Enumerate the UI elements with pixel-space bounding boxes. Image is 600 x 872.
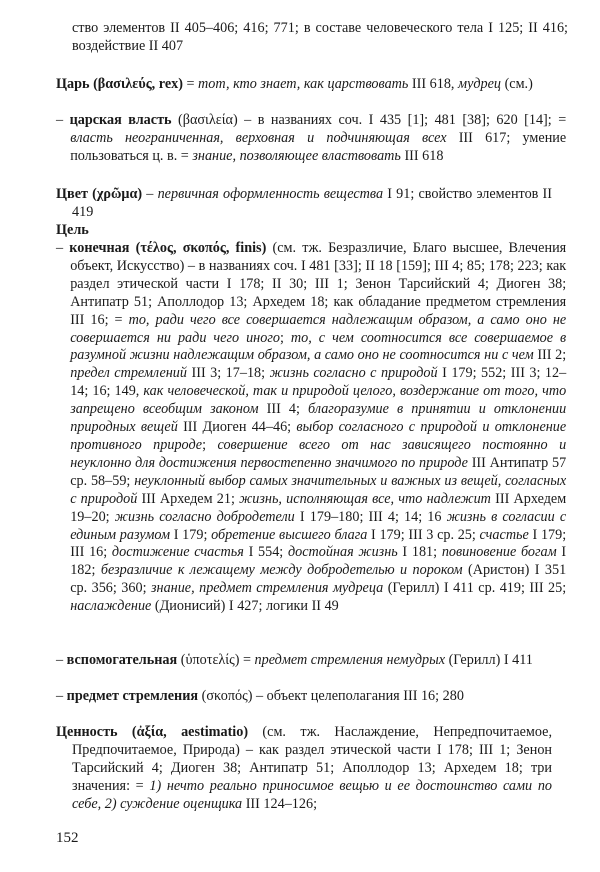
entry-text bbox=[56, 112, 567, 166]
italic-definition: жизнь в согласии с единым разумом bbox=[70, 508, 567, 543]
entry-text-segment: III 618, bbox=[408, 76, 459, 92]
italic-definition: как человеческой, так и природой целого, воздержание от того, что запрещено всеобщим законом bbox=[70, 383, 567, 418]
italic-definition: то, ради чего все совершается надлежащим образом, а само оно не совершается ни ради чего иного bbox=[70, 311, 567, 346]
entry-text bbox=[72, 20, 568, 56]
entry-text-segment: ; bbox=[279, 329, 291, 346]
entry-text bbox=[56, 186, 553, 222]
entry-tsar bbox=[56, 76, 552, 94]
entry-text-segment: (Дионисий) I 427; логики II 49 bbox=[151, 598, 339, 615]
entry-text-segment: = bbox=[182, 76, 199, 92]
italic-definition: власть неограниченная, верховная и подчиняющая всех bbox=[70, 129, 447, 146]
italic-definition: неуклонный выбор самых значительных и важных из вещей, согласных с природой bbox=[70, 472, 567, 507]
entry-text-segment: I 554; bbox=[243, 544, 288, 561]
italic-definition: повиновение богам bbox=[441, 544, 557, 561]
entry-text-segment: III 618 bbox=[400, 147, 444, 164]
entry-text-segment: ство элементов II 405–406; 416; 771; в составе человеческого тела I 125; II 416; воздействие II 407 bbox=[72, 20, 568, 54]
entry-text-segment: (βασιλεία) – в названиях соч. I 435 [1]; 481 [38]; 620 [14]; = bbox=[171, 112, 567, 128]
entry-text-segment: III 617; умение пользоваться ц. в. = bbox=[70, 129, 567, 164]
entry-text-segment: (см. тж. Наслаждение, Непредпочитаемое, Предпочитаемое, Природа) – как раздел этической части I 178; III 1; Зенон Тарсийский 4; Диоген 38; Антипатр 51; Аполлодор 13; Архедем 18; три значения: = bbox=[72, 724, 552, 794]
entry-text bbox=[56, 240, 567, 616]
entry-continuation bbox=[56, 20, 568, 56]
page-number: 152 bbox=[56, 830, 79, 846]
entry-text-segment: (см. тж. Безразличие, Благо высшее, Влечения объект, Искусство) – в названиях соч. I 481 [33]; II 18 [159]; III 4; 85; 178; 223; как раздел этической части I 178; II 30; III 1; Зенон Тарсийский 4; Диоген 38; Антипатр 51; Аполлодор 13; Архедем 18; как обладание предметом стремления III 16; = bbox=[70, 240, 567, 328]
entry-text-segment: – bbox=[56, 112, 70, 128]
entry-text-segment: (Герилл) I 411 bbox=[445, 652, 533, 668]
entry-text bbox=[56, 724, 553, 814]
entry-text-segment: III 2; bbox=[533, 347, 567, 364]
entry-tsel bbox=[56, 222, 552, 240]
entry-predmet-stremleniya bbox=[56, 688, 566, 706]
italic-definition: первичная оформленность вещества bbox=[157, 186, 384, 202]
italic-definition: тот, кто знает, как царствовать bbox=[198, 76, 409, 92]
entry-tsarskaya-vlast bbox=[56, 112, 566, 166]
italic-definition: счастье bbox=[479, 526, 529, 543]
italic-definition: 1) нечто реально приносимое вещью и ее достоинство сами по себе, 2) суждение оценщика bbox=[72, 777, 553, 812]
entry-text-segment: I 179; III 16; bbox=[70, 526, 567, 561]
headword: конечная (τέλος, σκοπός, finis) bbox=[69, 240, 267, 256]
entry-text-segment: I 179; 552; III 3; 12–14; 16; 149, bbox=[70, 365, 567, 400]
entry-konechnaya bbox=[56, 240, 566, 616]
italic-definition: то, с чем соотносится все совершаемое в разумной жизни надлежащим образом, а само оно не соотносится ни с чем bbox=[70, 329, 567, 364]
entry-text-segment: – bbox=[56, 688, 67, 704]
entry-text-segment: III Архедем 21; bbox=[137, 490, 240, 507]
italic-definition: жизнь согласно добродетели bbox=[114, 508, 295, 525]
italic-definition: жизнь, исполняющая все, что надлежит bbox=[239, 490, 491, 507]
italic-definition: знание, позволяющее властвовать bbox=[192, 147, 401, 164]
headword: царская власть bbox=[69, 112, 172, 128]
italic-definition: выбор согласного с природой и отклонение противного природе bbox=[70, 419, 567, 453]
entry-text-segment: III 124–126; bbox=[242, 795, 318, 812]
italic-definition: достойная жизнь bbox=[287, 544, 398, 561]
entry-text-segment: I 179; III 3 ср. 25; bbox=[367, 526, 480, 543]
entry-text bbox=[56, 688, 566, 706]
italic-definition: знание, предмет стремления мудреца bbox=[151, 580, 384, 597]
italic-definition: предел стремлений bbox=[70, 365, 187, 382]
entry-text-segment: (Герилл) I 411 ср. 419; III 25; bbox=[383, 580, 567, 597]
entry-text-segment: – bbox=[142, 186, 158, 202]
headword: Царь (βασιλεύς, rex) bbox=[56, 76, 183, 92]
headword: Цвет (χρῶμα) bbox=[56, 186, 143, 202]
entry-text bbox=[56, 652, 566, 670]
entry-tsennost bbox=[56, 724, 552, 814]
entry-text-segment: I 179; bbox=[170, 526, 212, 543]
entry-text-segment: – bbox=[56, 240, 70, 256]
entry-text-segment: I 179–180; III 4; 14; 16 bbox=[294, 508, 447, 525]
entry-text bbox=[56, 222, 552, 240]
entry-text-segment: III Диоген 44–46; bbox=[177, 419, 297, 436]
entry-tsvet bbox=[56, 186, 552, 222]
entry-text-segment: III Антипатр 57 ср. 58–59; bbox=[70, 454, 567, 489]
headword: вспомогательная bbox=[66, 652, 178, 668]
entry-text-segment: III 3; 17–18; bbox=[187, 365, 270, 382]
italic-definition: совершение всего от нас зависящего постоянно и неуклонно для достижения первостепенно значимого по природе bbox=[70, 436, 567, 471]
entry-text-segment: I 182; bbox=[70, 544, 567, 579]
headword: Ценность (ἀξία, aestimatio) bbox=[56, 724, 249, 740]
italic-definition: благоразумие в принятии и отклонении природных вещей bbox=[70, 401, 567, 436]
entry-text-segment: (ὑποτελίς) = bbox=[177, 652, 255, 668]
entry-vspomogatelnaya bbox=[56, 652, 566, 670]
headword: предмет стремления bbox=[66, 688, 199, 704]
italic-definition: мудрец bbox=[458, 76, 502, 92]
entry-text-segment: (Аристон) I 351 ср. 356; 360; bbox=[70, 562, 567, 597]
italic-definition: жизнь согласно с природой bbox=[269, 365, 438, 382]
entry-text-segment: I 91; свойство элементов II 419 bbox=[72, 186, 553, 220]
entry-text-segment: – bbox=[56, 652, 67, 668]
italic-definition: наслаждение bbox=[70, 598, 152, 615]
italic-definition: обретение высшего блага bbox=[211, 526, 368, 543]
italic-definition: безразличие к лежащему между добродетелью и пороком bbox=[100, 562, 463, 579]
italic-definition: предмет стремления немудрых bbox=[254, 652, 446, 668]
entry-text-segment: III Архедем 19–20; bbox=[70, 490, 567, 525]
entry-text-segment: (σκοπός) – объект целеполагания III 16; 280 bbox=[198, 688, 464, 704]
entry-text-segment: I 181; bbox=[397, 544, 442, 561]
entry-text-segment: III 4; bbox=[258, 401, 309, 418]
entry-text bbox=[56, 76, 552, 94]
headword: Цель bbox=[56, 222, 89, 238]
italic-definition: достижение счастья bbox=[111, 544, 244, 561]
entry-text-segment: ; bbox=[202, 436, 218, 453]
entry-text-segment: (см.) bbox=[501, 76, 533, 92]
